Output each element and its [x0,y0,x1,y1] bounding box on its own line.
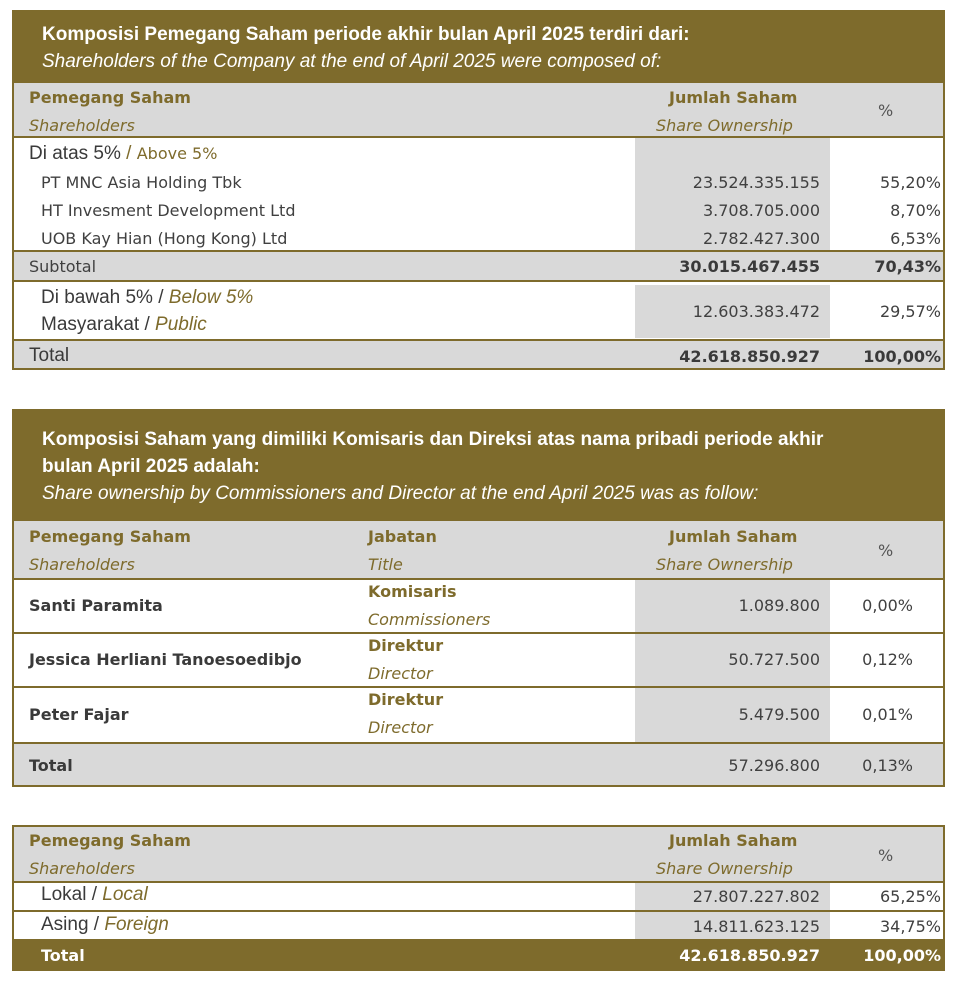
header-shares-en: Share Ownership [656,859,793,878]
total-label: Total [41,946,85,965]
section1-title-en: Shareholders of the Company at the end of April 2025 were composed of: [42,51,662,72]
total-shares: 42.618.850.927 [679,347,820,366]
commissioner-director-panel [12,409,945,787]
foreign-label-en: Foreign [104,914,169,935]
total-label: Total [29,756,73,775]
holder-shares: 3.708.705.000 [702,201,820,220]
section3-table-border [12,825,945,971]
header-title-en: Title [368,555,403,574]
holder-pct: 6,53% [890,229,941,248]
local-label-en: Local [102,884,148,905]
above-5-label-en: Above 5% [136,144,218,163]
total-label: Total [29,345,70,366]
person-name: Jessica Herliani Tanoesoedibjo [29,650,302,669]
total-pct: 100,00% [863,347,941,366]
header-pct: % [878,846,894,865]
local-label-id: Lokal [41,884,87,905]
foreign-sep: / [88,914,105,935]
section1-title-id: Komposisi Pemegang Saham periode akhir bulan April 2025 terdiri dari: [42,24,690,45]
public-label-en: Public [155,314,207,335]
foreign-label-id: Asing [41,914,89,935]
foreign-shares: 14.811.623.125 [692,917,820,936]
public-pct: 29,57% [879,302,941,321]
person-title-en: Director [368,664,433,683]
section2-title-id-1: Komposisi Saham yang dimiliki Komisaris dan Direksi atas nama pribadi periode akhir [42,429,824,450]
holder-name: UOB Kay Hian (Hong Kong) Ltd [41,229,288,248]
public-sep: / [139,314,156,335]
header-holder-id: Pemegang Saham [29,527,191,546]
person-title-id: Komisaris [368,582,457,601]
header-holder-en: Shareholders [29,116,135,135]
subtotal-label: Subtotal [29,257,97,276]
section2-title-id-2: bulan April 2025 adalah: [42,456,260,477]
person-shares: 5.479.500 [738,705,820,724]
header-holder-id: Pemegang Saham [29,831,191,850]
holder-name: PT MNC Asia Holding Tbk [41,173,242,192]
section2-title-en: Share ownership by Commissioners and Director at the end April 2025 was as follow: [42,483,759,504]
foreign-pct: 34,75% [879,917,941,936]
holder-name: HT Invesment Development Ltd [41,201,296,220]
section2-table-border [12,521,945,787]
below-5-sep: / [152,287,169,308]
person-shares: 1.089.800 [738,596,820,615]
holder-pct: 55,20% [879,173,941,192]
shareholder-composition-panel [12,10,945,370]
section2-banner [12,409,945,521]
person-pct: 0,12% [862,650,913,669]
above-5-sep: / [120,143,137,164]
header-holder-en: Shareholders [29,555,135,574]
person-title-en: Commissioners [368,610,491,629]
header-holder-id: Pemegang Saham [29,88,191,107]
total-pct: 0,13% [862,756,913,775]
header-pct: % [878,541,894,560]
subtotal-shares: 30.015.467.455 [679,257,820,276]
local-pct: 65,25% [879,887,941,906]
holder-pct: 8,70% [890,201,941,220]
holder-shares: 2.782.427.300 [702,229,820,248]
header-shares-en: Share Ownership [656,555,793,574]
below-5-label-id: Di bawah 5% [41,287,153,308]
header-title-id: Jabatan [368,527,437,546]
person-name: Peter Fajar [29,705,129,724]
local-shares: 27.807.227.802 [692,887,820,906]
above-5-label-id: Di atas 5% [29,143,121,164]
section1-table-border [12,83,945,370]
header-shares-id: Jumlah Saham [669,831,798,850]
section1-banner [12,10,945,83]
header-pct: % [878,101,894,120]
header-shares-en: Share Ownership [656,116,793,135]
person-title-id: Direktur [368,690,444,709]
person-title-en: Director [368,718,433,737]
person-name: Santi Paramita [29,596,163,615]
public-label-id: Masyarakat [41,314,140,335]
header-holder-en: Shareholders [29,859,135,878]
person-pct: 0,00% [862,596,913,615]
header-shares-id: Jumlah Saham [669,527,798,546]
holder-shares: 23.524.335.155 [692,173,820,192]
person-pct: 0,01% [862,705,913,724]
person-title-id: Direktur [368,636,444,655]
below-5-label-en: Below 5% [168,287,254,308]
local-sep: / [86,884,103,905]
total-shares: 42.618.850.927 [679,946,820,965]
subtotal-pct: 70,43% [874,257,941,276]
header-shares-id: Jumlah Saham [669,88,798,107]
total-shares: 57.296.800 [728,756,820,775]
person-shares: 50.727.500 [728,650,820,669]
local-foreign-panel [12,825,945,971]
total-pct: 100,00% [863,946,941,965]
public-shares: 12.603.383.472 [692,302,820,321]
